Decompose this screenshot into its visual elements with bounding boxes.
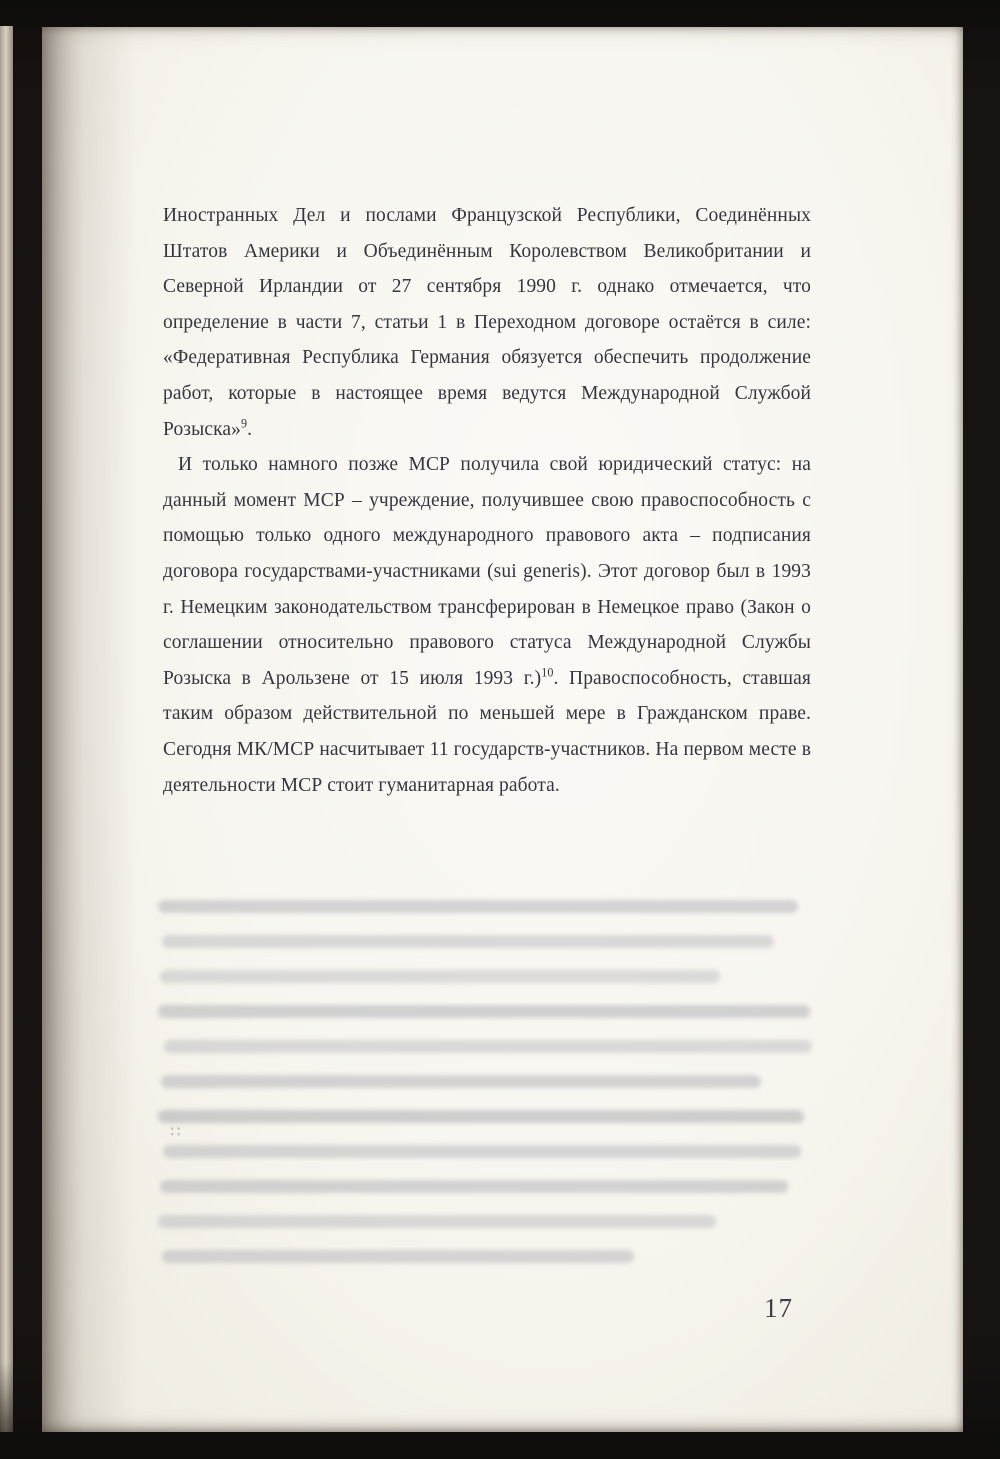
bleedthrough-text: [158, 900, 823, 1285]
bleedthrough-line: [164, 1040, 812, 1053]
bleedthrough-line: [158, 900, 798, 913]
paragraph-2-text-a: И только намного позже МСР получила свой юридический статус: на данный момент МСР – учреждение, получившее свою правоспособность с помощью только одного международного правового акта – подписания договора государствами-участниками (sui generis). Этот договор был в 1993 г. Немецким законодательством трансферирован в Немецкое право (Закон о соглашении относительно правового статуса Международной Службы Розыска в Арользене от 15 июля 1993 г.): [163, 454, 811, 689]
paragraph-1-end: .: [247, 418, 253, 440]
bleedthrough-line: [163, 1145, 801, 1158]
paragraph-2-text-b: . Правоспособность, ставшая таким образом действительной по меньшей мере в Гражданском праве. Сегодня МК/МСР насчитывает 11 государств-участников. На первом месте в деятельности МСР стоит гуманитарная работа.: [163, 667, 811, 796]
bleedthrough-line: [160, 1180, 788, 1193]
bleedthrough-line: [158, 1215, 716, 1228]
paragraph-2: [163, 447, 811, 803]
bleedthrough-line: [158, 1005, 810, 1018]
paragraph-1-text: Иностранных Дел и послами Французской Республики, Соединённых Штатов Америки и Объединённым Королевством Великобритании и Северной Ирландии от 27 сентября 1990 г. однако отмечается, что определение в части 7, статьи 1 в Переходном договоре остаётся в силе: «Федеративная Республика Германия обязуется обеспечить продолжение работ, которые в настоящее время ведутся Международной Службой Розыска»: [163, 205, 811, 440]
bleedthrough-line: [162, 935, 774, 948]
facing-page-edge: [0, 26, 13, 1432]
gutter-shadow: [42, 27, 137, 1432]
paragraph-1: [163, 198, 811, 447]
footnote-mark-9: 9: [240, 416, 248, 431]
book-page: [42, 27, 963, 1432]
bleedthrough-line: [158, 1110, 804, 1123]
page-number: 17: [764, 1293, 793, 1323]
bleedthrough-line: [161, 1075, 761, 1088]
footnote-mark-10: 10: [541, 665, 554, 680]
bleedthrough-line: [160, 970, 720, 983]
bleedthrough-line: [162, 1250, 634, 1263]
body-text: [163, 198, 811, 803]
bleedthrough-speck: ::: [170, 1122, 183, 1139]
